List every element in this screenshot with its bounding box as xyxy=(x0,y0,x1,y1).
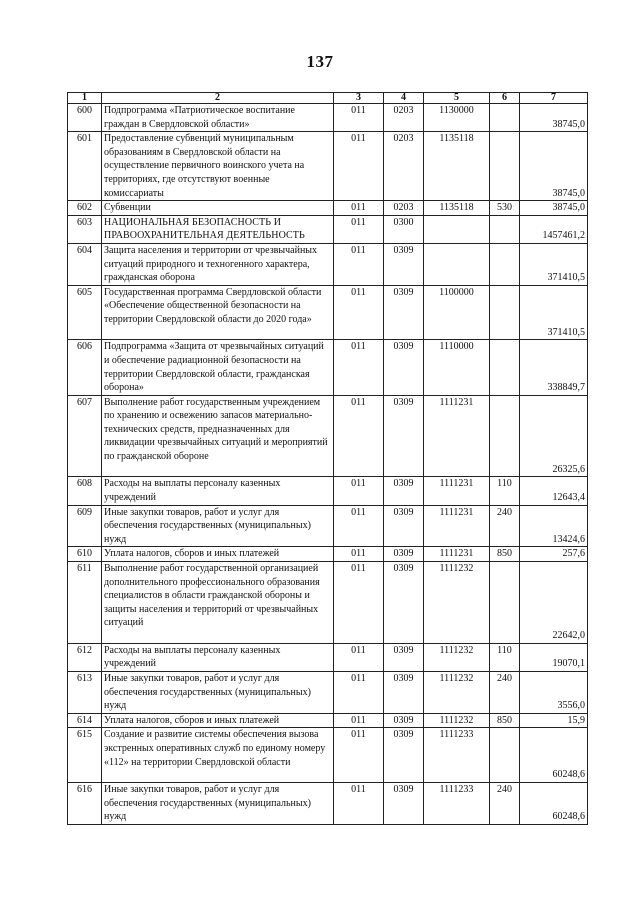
ministry-code: 011 xyxy=(334,505,384,547)
table-row xyxy=(68,547,588,562)
row-name: Защита населения и территории от чрезвычайных ситуаций природного и техногенного характера, гражданская оборона xyxy=(102,243,334,285)
target-article-code: 1111232 xyxy=(424,672,490,714)
target-article-code: 1111232 xyxy=(424,643,490,671)
section-code: 0309 xyxy=(384,340,424,395)
expense-type-code: 850 xyxy=(490,547,520,562)
expense-type-code xyxy=(490,132,520,201)
row-amount: 13424,6 xyxy=(520,505,588,547)
section-code: 0309 xyxy=(384,505,424,547)
expense-type-code: 110 xyxy=(490,477,520,505)
row-amount: 15,9 xyxy=(520,713,588,728)
section-code: 0203 xyxy=(384,132,424,201)
row-amount: 1457461,2 xyxy=(520,215,588,243)
column-header: 7 xyxy=(520,93,588,104)
row-number: 602 xyxy=(68,201,102,216)
column-header: 3 xyxy=(334,93,384,104)
table-row xyxy=(68,285,588,340)
row-amount: 257,6 xyxy=(520,547,588,562)
expense-type-code xyxy=(490,215,520,243)
ministry-code: 011 xyxy=(334,547,384,562)
ministry-code: 011 xyxy=(334,672,384,714)
target-article-code: 1111231 xyxy=(424,547,490,562)
ministry-code: 011 xyxy=(334,243,384,285)
row-name: Субвенции xyxy=(102,201,334,216)
expense-type-code: 240 xyxy=(490,783,520,825)
table-row xyxy=(68,783,588,825)
row-name: Иные закупки товаров, работ и услуг для обеспечения государственных (муниципальных) нужд xyxy=(102,783,334,825)
row-number: 615 xyxy=(68,728,102,783)
section-code: 0309 xyxy=(384,783,424,825)
expense-type-code: 850 xyxy=(490,713,520,728)
section-code: 0309 xyxy=(384,562,424,644)
column-header: 6 xyxy=(490,93,520,104)
row-amount: 338849,7 xyxy=(520,340,588,395)
ministry-code: 011 xyxy=(334,643,384,671)
expense-type-code xyxy=(490,340,520,395)
target-article-code: 1135118 xyxy=(424,201,490,216)
section-code: 0309 xyxy=(384,477,424,505)
expense-type-code xyxy=(490,562,520,644)
expense-type-code: 530 xyxy=(490,201,520,216)
row-number: 604 xyxy=(68,243,102,285)
row-name: Выполнение работ государственной организацией дополнительного профессионального образования специалистов в области гражданской обороны и защиты населения и территорий от чрезвычайных ситуаций xyxy=(102,562,334,644)
expense-type-code xyxy=(490,285,520,340)
row-number: 606 xyxy=(68,340,102,395)
table-row xyxy=(68,672,588,714)
row-name: Предоставление субвенций муниципальным образованиям в Свердловской области на осуществление первичного воинского учета на территориях, где отсутствуют военные комиссариаты xyxy=(102,132,334,201)
column-header: 2 xyxy=(102,93,334,104)
ministry-code: 011 xyxy=(334,285,384,340)
row-name: Уплата налогов, сборов и иных платежей xyxy=(102,547,334,562)
page-number: 137 xyxy=(306,52,334,71)
section-code: 0309 xyxy=(384,643,424,671)
expense-type-code xyxy=(490,395,520,477)
target-article-code: 1111233 xyxy=(424,728,490,783)
row-name: Подпрограмма «Патриотическое воспитание граждан в Свердловской области» xyxy=(102,104,334,132)
row-number: 605 xyxy=(68,285,102,340)
row-amount: 60248,6 xyxy=(520,728,588,783)
section-code: 0309 xyxy=(384,243,424,285)
table-row xyxy=(68,215,588,243)
table-row xyxy=(68,201,588,216)
row-name: Иные закупки товаров, работ и услуг для обеспечения государственных (муниципальных) нужд xyxy=(102,505,334,547)
table-row xyxy=(68,713,588,728)
column-header: 5 xyxy=(424,93,490,104)
row-amount: 38745,0 xyxy=(520,132,588,201)
table-row xyxy=(68,643,588,671)
expense-type-code: 240 xyxy=(490,672,520,714)
row-name: Расходы на выплаты персоналу казенных учреждений xyxy=(102,643,334,671)
section-code: 0309 xyxy=(384,713,424,728)
target-article-code: 1111231 xyxy=(424,395,490,477)
target-article-code xyxy=(424,243,490,285)
row-amount: 371410,5 xyxy=(520,285,588,340)
row-amount: 22642,0 xyxy=(520,562,588,644)
row-number: 603 xyxy=(68,215,102,243)
expense-type-code: 240 xyxy=(490,505,520,547)
section-code: 0309 xyxy=(384,285,424,340)
row-amount: 19070,1 xyxy=(520,643,588,671)
target-article-code: 1111231 xyxy=(424,477,490,505)
row-amount: 3556,0 xyxy=(520,672,588,714)
target-article-code: 1111232 xyxy=(424,562,490,644)
row-number: 607 xyxy=(68,395,102,477)
row-number: 609 xyxy=(68,505,102,547)
target-article-code: 1100000 xyxy=(424,285,490,340)
table-row xyxy=(68,728,588,783)
table-row xyxy=(68,132,588,201)
section-code: 0309 xyxy=(384,547,424,562)
expense-type-code xyxy=(490,243,520,285)
row-number: 610 xyxy=(68,547,102,562)
row-name: НАЦИОНАЛЬНАЯ БЕЗОПАСНОСТЬ И ПРАВООХРАНИТЕЛЬНАЯ ДЕЯТЕЛЬНОСТЬ xyxy=(102,215,334,243)
row-amount: 38745,0 xyxy=(520,104,588,132)
row-number: 614 xyxy=(68,713,102,728)
section-code: 0203 xyxy=(384,201,424,216)
row-name: Расходы на выплаты персоналу казенных учреждений xyxy=(102,477,334,505)
target-article-code: 1130000 xyxy=(424,104,490,132)
expense-type-code xyxy=(490,728,520,783)
table-row xyxy=(68,104,588,132)
row-name: Уплата налогов, сборов и иных платежей xyxy=(102,713,334,728)
table-row xyxy=(68,505,588,547)
table-row xyxy=(68,243,588,285)
row-number: 612 xyxy=(68,643,102,671)
row-amount: 12643,4 xyxy=(520,477,588,505)
row-amount: 26325,6 xyxy=(520,395,588,477)
table-header-row xyxy=(68,93,588,104)
row-number: 600 xyxy=(68,104,102,132)
table-row xyxy=(68,395,588,477)
row-number: 616 xyxy=(68,783,102,825)
section-code: 0309 xyxy=(384,672,424,714)
ministry-code: 011 xyxy=(334,104,384,132)
row-name: Создание и развитие системы обеспечения вызова экстренных оперативных служб по единому номеру «112» на территории Свердловской области xyxy=(102,728,334,783)
budget-table xyxy=(67,92,588,825)
row-number: 611 xyxy=(68,562,102,644)
table-row xyxy=(68,477,588,505)
target-article-code: 1111233 xyxy=(424,783,490,825)
row-amount: 38745,0 xyxy=(520,201,588,216)
table-row xyxy=(68,340,588,395)
row-number: 601 xyxy=(68,132,102,201)
ministry-code: 011 xyxy=(334,215,384,243)
row-name: Иные закупки товаров, работ и услуг для обеспечения государственных (муниципальных) нужд xyxy=(102,672,334,714)
row-number: 613 xyxy=(68,672,102,714)
row-amount: 371410,5 xyxy=(520,243,588,285)
ministry-code: 011 xyxy=(334,201,384,216)
target-article-code: 1111231 xyxy=(424,505,490,547)
section-code: 0203 xyxy=(384,104,424,132)
column-header: 1 xyxy=(68,93,102,104)
column-header: 4 xyxy=(384,93,424,104)
target-article-code: 1111232 xyxy=(424,713,490,728)
ministry-code: 011 xyxy=(334,728,384,783)
row-amount: 60248,6 xyxy=(520,783,588,825)
table-row xyxy=(68,562,588,644)
row-name: Подпрограмма «Защита от чрезвычайных ситуаций и обеспечение радиационной безопасности на территории Свердловской области, гражданская оборона» xyxy=(102,340,334,395)
ministry-code: 011 xyxy=(334,132,384,201)
ministry-code: 011 xyxy=(334,477,384,505)
target-article-code: 1110000 xyxy=(424,340,490,395)
expense-type-code: 110 xyxy=(490,643,520,671)
target-article-code: 1135118 xyxy=(424,132,490,201)
section-code: 0309 xyxy=(384,395,424,477)
section-code: 0300 xyxy=(384,215,424,243)
ministry-code: 011 xyxy=(334,713,384,728)
row-number: 608 xyxy=(68,477,102,505)
row-name: Выполнение работ государственным учреждением по хранению и освежению запасов материально-технических средств, предназначенных для ликвидации чрезвычайных ситуаций и мероприятий по гражданской обороне xyxy=(102,395,334,477)
target-article-code xyxy=(424,215,490,243)
expense-type-code xyxy=(490,104,520,132)
row-name: Государственная программа Свердловской области «Обеспечение общественной безопасности на территории Свердловской области до 2020 года» xyxy=(102,285,334,340)
ministry-code: 011 xyxy=(334,783,384,825)
ministry-code: 011 xyxy=(334,395,384,477)
ministry-code: 011 xyxy=(334,340,384,395)
ministry-code: 011 xyxy=(334,562,384,644)
section-code: 0309 xyxy=(384,728,424,783)
